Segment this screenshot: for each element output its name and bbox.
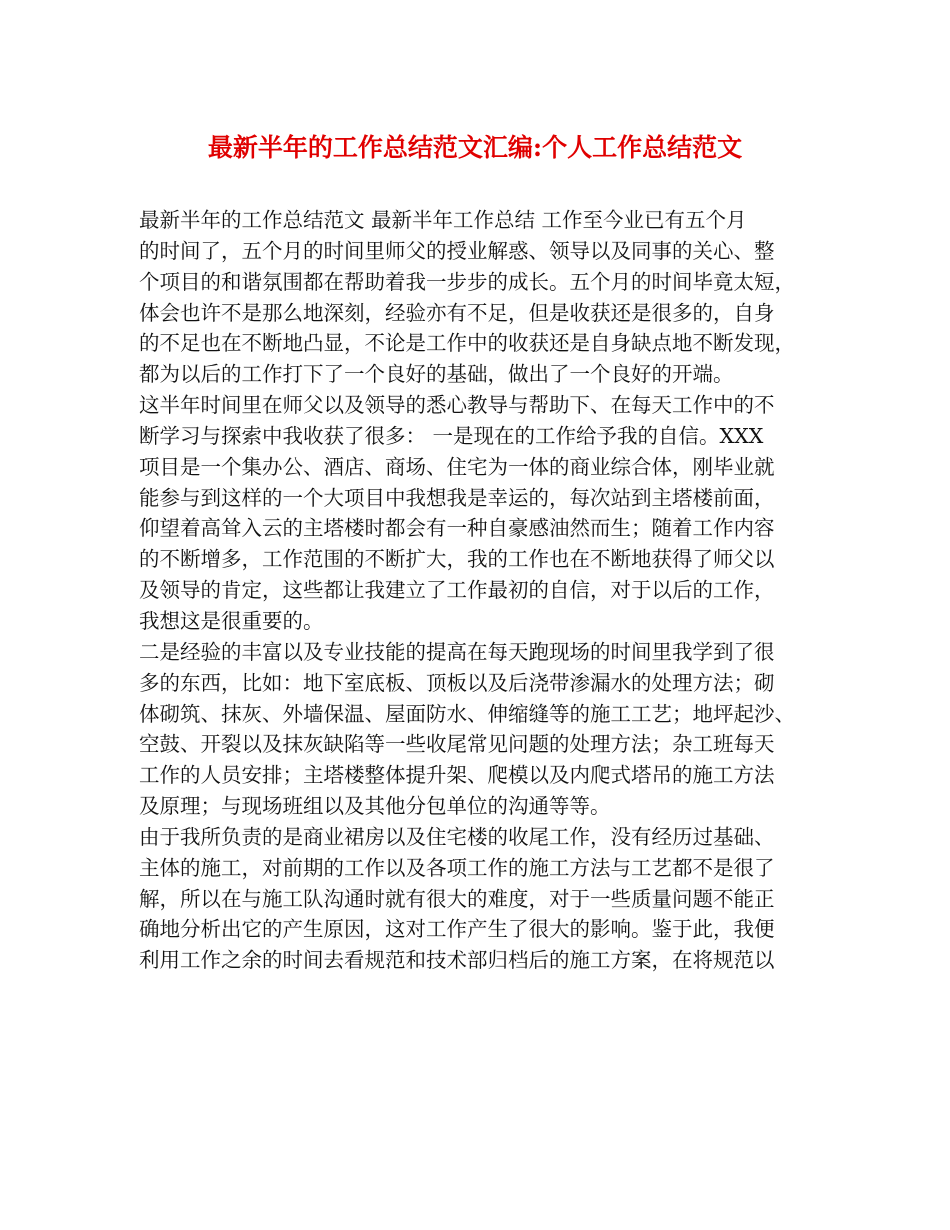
text-line: 主体的施工，对前期的工作以及各项工作的施工方法与工艺都不是很了	[139, 855, 775, 880]
text-line: 断学习与探索中我收获了很多： 一是现在的工作给予我的自信。XXX	[139, 423, 764, 448]
text-line: 多的东西，比如：地下室底板、顶板以及后浇带渗漏水的处理方法；砌	[139, 670, 775, 695]
text-line: 的不断增多，工作范围的不断扩大，我的工作也在不断地获得了师父以	[139, 547, 775, 572]
text-line: 我想这是很重要的。	[139, 608, 324, 633]
text-line: 由于我所负责的是商业裙房以及住宅楼的收尾工作，没有经历过基础、	[139, 824, 775, 849]
text-line: 利用工作之余的时间去看规范和技术部归档后的施工方案，在将规范以	[139, 948, 775, 973]
text-line: 的时间了，五个月的时间里师父的授业解惑、领导以及同事的关心、整	[139, 238, 775, 263]
text-line: 及原理；与现场班组以及其他分包单位的沟通等等。	[139, 794, 611, 819]
text-line: 都为以后的工作打下了一个良好的基础，做出了一个良好的开端。	[139, 362, 734, 387]
text-line: 解，所以在与施工队沟通时就有很大的难度，对于一些质量问题不能正	[139, 886, 775, 911]
text-line: 及领导的肯定，这些都让我建立了工作最初的自信，对于以后的工作，	[139, 578, 775, 603]
text-line: 体砌筑、抹灰、外墙保温、屋面防水、伸缩缝等的施工工艺；地坪起沙、	[139, 701, 795, 726]
text-line: 的不足也在不断地凸显，不论是工作中的收获还是自身缺点地不断发现，	[139, 331, 795, 356]
text-line: 确地分析出它的产生原因，这对工作产生了很大的影响。鉴于此，我便	[139, 917, 775, 942]
text-line: 工作的人员安排；主塔楼整体提升架、爬模以及内爬式塔吊的施工方法	[139, 763, 775, 788]
text-line: 二是经验的丰富以及专业技能的提高在每天跑现场的时间里我学到了很	[139, 639, 775, 664]
text-line: 这半年时间里在师父以及领导的悉心教导与帮助下、在每天工作中的不	[139, 393, 775, 418]
text-line: 空鼓、开裂以及抹灰缺陷等一些收尾常见问题的处理方法；杂工班每天	[139, 732, 775, 757]
text-line: 项目是一个集办公、酒店、商场、住宅为一体的商业综合体，刚毕业就	[139, 454, 775, 479]
text-line: 仰望着高耸入云的主塔楼时都会有一种自豪感油然而生；随着工作内容	[139, 516, 775, 541]
document-body	[139, 205, 819, 976]
text-line: 个项目的和谐氛围都在帮助着我一步步的成长。五个月的时间毕竟太短，	[139, 269, 795, 294]
text-line: 能参与到这样的一个大项目中我想我是幸运的，每次站到主塔楼前面，	[139, 485, 775, 510]
text-line: 体会也许不是那么地深刻，经验亦有不足，但是收获还是很多的，自身	[139, 300, 775, 325]
text-line: 最新半年的工作总结范文 最新半年工作总结 工作至今业已有五个月	[139, 208, 747, 232]
document-title: 最新半年的工作总结范文汇编:个人工作总结范文	[207, 133, 743, 162]
